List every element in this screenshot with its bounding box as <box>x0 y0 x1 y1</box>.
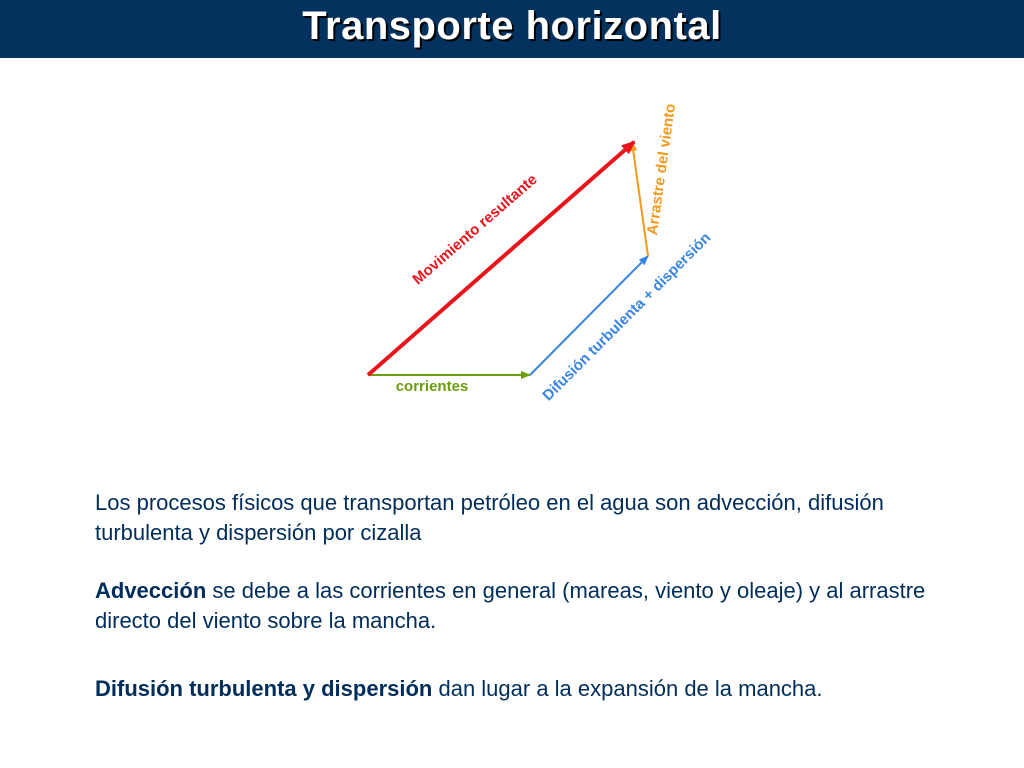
paragraph-processes-text: Los procesos físicos que transportan petróleo en el agua son advección, difusión turbulenta y dispersión por cizalla <box>95 490 884 545</box>
paragraph-processes <box>95 488 935 548</box>
advection-text: se debe a las corrientes en general (mareas, viento y oleaje) y al arrastre directo del viento sobre la mancha. <box>95 578 926 633</box>
currents-label: corrientes <box>395 378 469 395</box>
diffusion-label: Difusión turbulenta + dispersión <box>539 229 715 405</box>
paragraph-advection <box>95 576 935 636</box>
resultant-label: Movimiento resultante <box>409 170 541 289</box>
slide-title: Transporte horizontal <box>302 4 722 48</box>
advection-term: Advección <box>95 578 207 603</box>
diffusion-term: Difusión turbulenta y dispersión <box>95 676 433 701</box>
paragraph-diffusion <box>95 674 935 704</box>
wind-drag-arrow <box>632 142 648 256</box>
wind-drag-label: Arrastre del viento <box>643 102 680 237</box>
diffusion-text: dan lugar a la expansión de la mancha. <box>432 676 823 701</box>
